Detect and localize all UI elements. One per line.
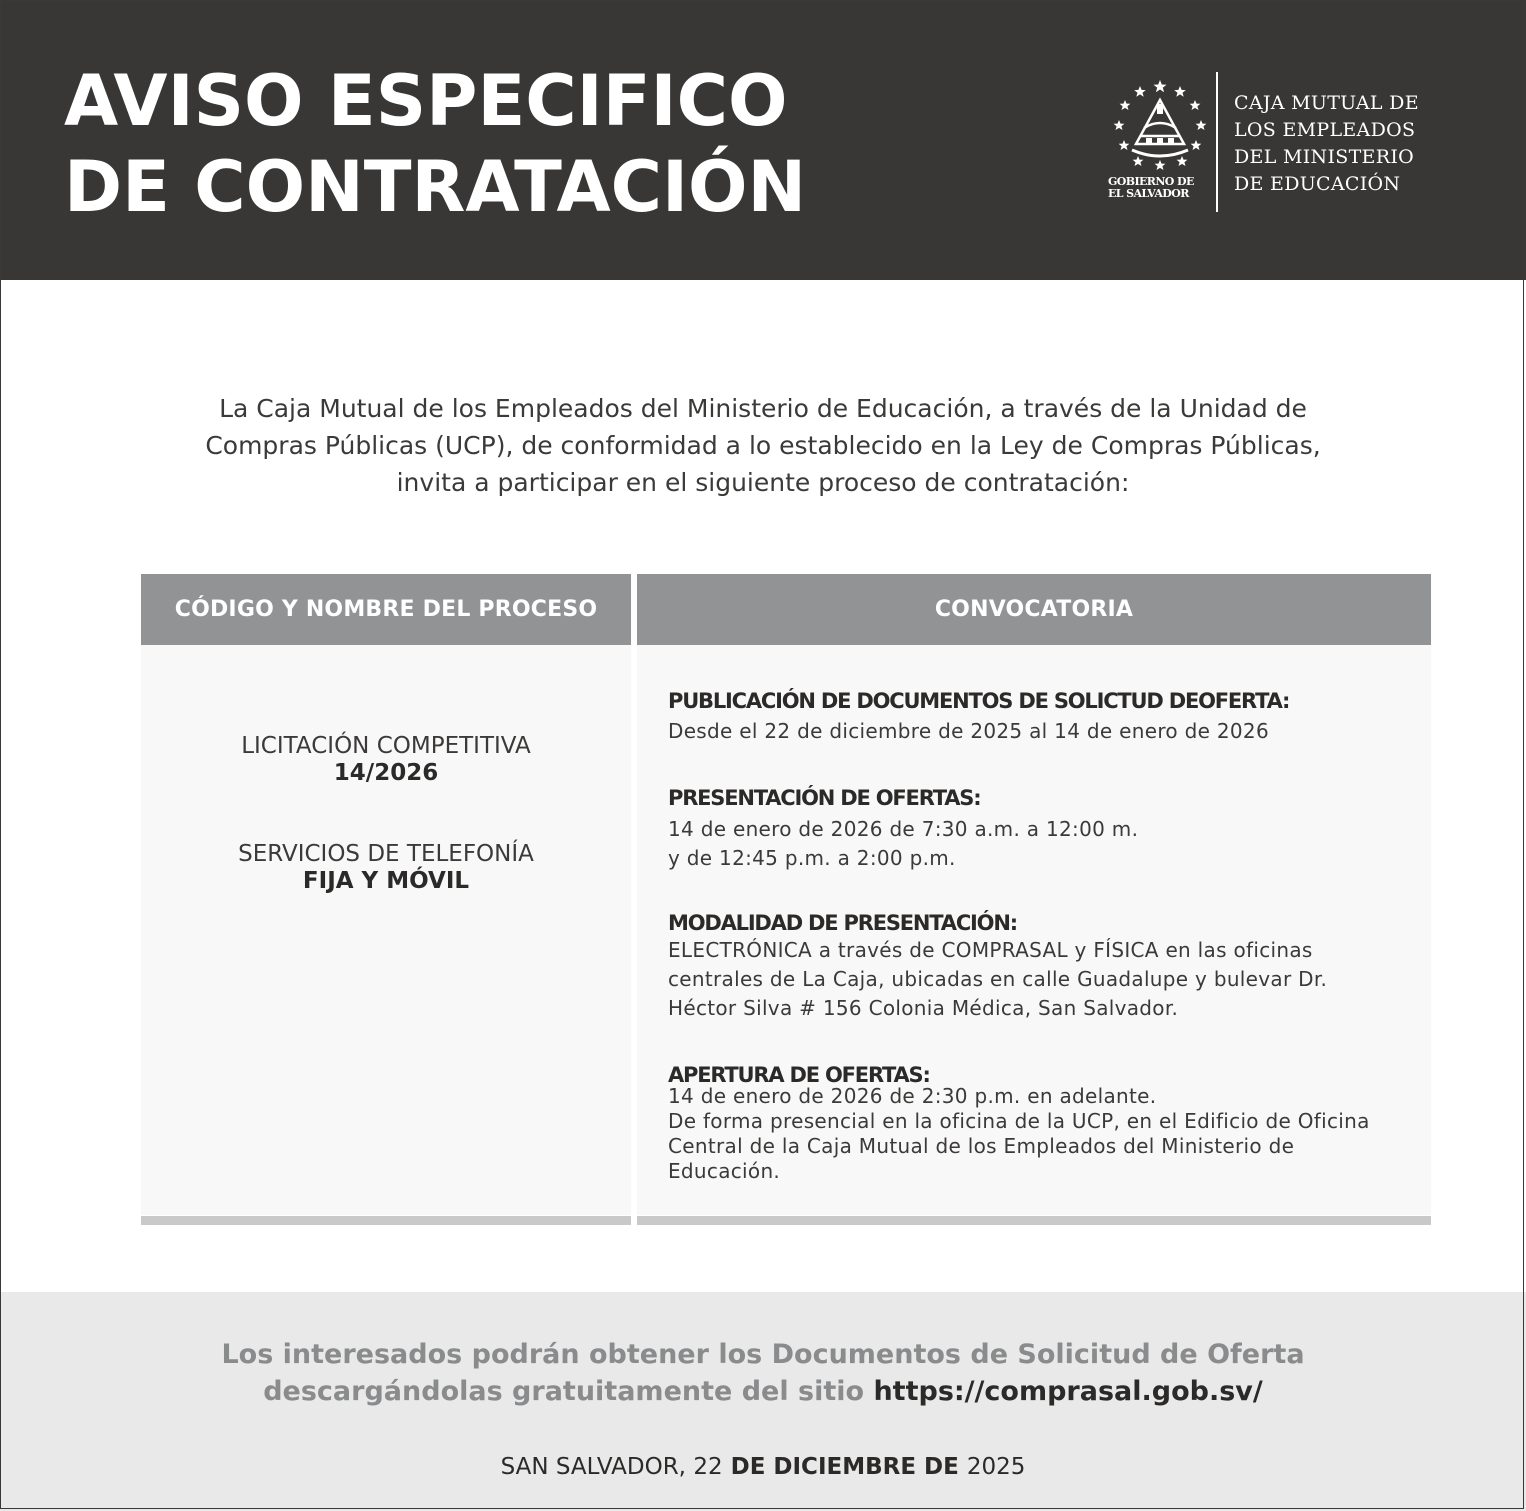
opening-line-4: Educación. xyxy=(668,1159,781,1183)
comprasal-link[interactable]: https://comprasal.gob.sv/ xyxy=(873,1376,1263,1407)
process-name-line-1: SERVICIOS DE TELEFONÍA xyxy=(238,841,534,867)
modality-line-1: ELECTRÓNICA a través de COMPRASAL y FÍSICA en las oficinas xyxy=(668,938,1313,962)
gobierno-line-2: EL SALVADOR xyxy=(1108,187,1189,200)
modality-heading: MODALIDAD DE PRESENTACIÓN: xyxy=(668,911,1017,935)
org-name-line-2: LOS EMPLEADOS xyxy=(1234,119,1416,141)
footer-band xyxy=(0,1292,1526,1511)
modality-section xyxy=(668,910,1408,1023)
page-title-line-2: DE CONTRATACIÓN xyxy=(64,146,807,228)
download-notice xyxy=(0,1336,1526,1410)
opening-line-3: Central de la Caja Mutual de los Empleados del Ministerio de xyxy=(668,1134,1295,1158)
place: SAN SALVADOR, xyxy=(500,1454,694,1480)
org-name-line-4: DE EDUCACIÓN xyxy=(1234,173,1401,195)
process-cell xyxy=(141,645,631,1215)
publication-section xyxy=(668,687,1408,747)
opening-heading: APERTURA DE OFERTAS: xyxy=(668,1063,930,1087)
publication-dates: Desde el 22 de diciembre de 2025 al 14 de enero de 2026 xyxy=(668,719,1269,743)
date-year: 2025 xyxy=(966,1454,1026,1480)
opening-line-2: De forma presencial en la oficina de la UCP, en el Edificio de Oficina xyxy=(668,1109,1370,1133)
opening-section xyxy=(668,1063,1408,1184)
process-name-line-2: FIJA Y MÓVIL xyxy=(302,868,470,894)
modality-line-2: centrales de La Caja, ubicadas en calle Guadalupe y bulevar Dr. xyxy=(668,967,1328,991)
org-name-line-1: CAJA MUTUAL DE xyxy=(1234,92,1419,114)
convocatoria-cell xyxy=(637,645,1431,1215)
table-bottom-rule-left xyxy=(141,1216,631,1225)
presentation-heading: PRESENTACIÓN DE OFERTAS: xyxy=(668,786,981,810)
page-title-line-1: AVISO ESPECIFICO xyxy=(64,60,788,142)
process-type: LICITACIÓN COMPETITIVA xyxy=(241,733,531,759)
download-notice-line-2 xyxy=(0,1373,1526,1410)
gobierno-line-1: GOBIERNO DE xyxy=(1108,175,1194,188)
date-month: DE DICIEMBRE DE xyxy=(722,1454,967,1480)
table-header-process: CÓDIGO Y NOMBRE DEL PROCESO xyxy=(141,574,631,645)
process-number: 14/2026 xyxy=(333,760,439,786)
intro-line-1: La Caja Mutual de los Empleados del Ministerio de Educación, a través de la Unidad de xyxy=(219,394,1307,423)
place-and-date xyxy=(0,1454,1526,1480)
opening-line-1: 14 de enero de 2026 de 2:30 p.m. en adelante. xyxy=(668,1084,1157,1108)
presentation-line-2: y de 12:45 p.m. a 2:00 p.m. xyxy=(668,846,956,870)
download-notice-line-1: Los interesados podrán obtener los Documentos de Solicitud de Oferta xyxy=(221,1339,1305,1370)
process-name xyxy=(141,841,631,895)
page-title xyxy=(64,58,806,230)
header-banner xyxy=(0,0,1526,280)
presentation-section xyxy=(668,784,1408,873)
publication-heading: PUBLICACIÓN DE DOCUMENTOS DE SOLICTUD DEOFERTA: xyxy=(668,689,1290,713)
gobierno-wordmark xyxy=(1108,176,1212,200)
org-name-line-3: DEL MINISTERIO xyxy=(1234,146,1414,168)
table-bottom-rule-right xyxy=(637,1216,1431,1225)
intro-line-3: invita a participar en el siguiente proceso de contratación: xyxy=(396,468,1130,497)
institution-logo xyxy=(1108,72,1438,212)
organization-name xyxy=(1234,90,1419,198)
date-day: 22 xyxy=(693,1454,723,1480)
logo-divider xyxy=(1216,72,1218,212)
presentation-line-1: 14 de enero de 2026 de 7:30 a.m. a 12:00 m. xyxy=(668,817,1139,841)
process-code xyxy=(141,733,631,787)
download-notice-prefix: descargándolas gratuitamente del sitio xyxy=(263,1376,874,1407)
modality-line-3: Héctor Silva # 156 Colonia Médica, San Salvador. xyxy=(668,996,1179,1020)
intro-line-2: Compras Públicas (UCP), de conformidad a lo establecido en la Ley de Compras Públicas, xyxy=(205,431,1321,460)
table-header-convocatoria: CONVOCATORIA xyxy=(637,574,1431,645)
intro-paragraph xyxy=(80,390,1446,501)
el-salvador-coat-of-arms-icon xyxy=(1108,78,1212,174)
